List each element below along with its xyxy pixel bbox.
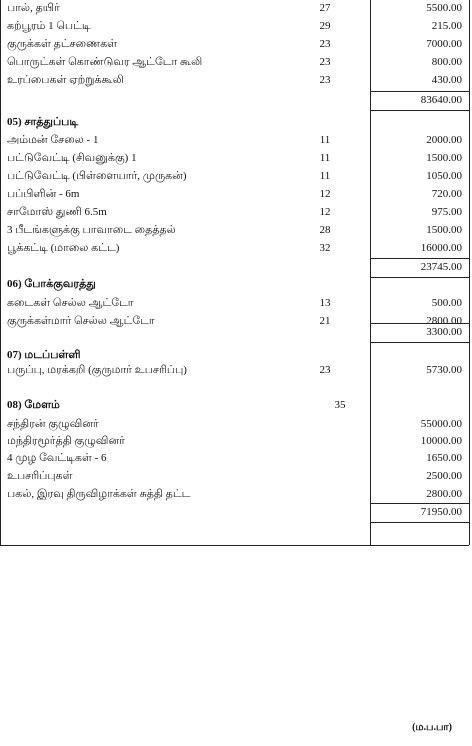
section-heading xyxy=(0,114,469,132)
row-amount: 10000.00 xyxy=(420,435,462,447)
ledger-row xyxy=(0,222,469,240)
section-heading xyxy=(0,397,469,415)
row-description: பப்பிளின் - 6m xyxy=(7,188,80,200)
ledger-row xyxy=(0,132,469,150)
row-description: சந்திரன் குழுவினர் xyxy=(7,418,99,430)
row-amount: 1500.00 xyxy=(426,152,462,164)
row-amount: 1050.00 xyxy=(426,170,462,182)
ledger-row xyxy=(0,362,469,380)
row-amount: 720.00 xyxy=(431,188,462,200)
subtotal-amount: 71950.00 xyxy=(420,506,462,518)
row-page-ref: 12 xyxy=(319,188,331,200)
row-description: உரப்பைகள் ஏற்றுக்கூலி xyxy=(7,74,124,86)
row-description: பட்டுவேட்டி (பிள்ளையார், முருகன்) xyxy=(7,170,187,182)
row-page-ref: 23 xyxy=(319,364,331,376)
row-amount: 500.00 xyxy=(431,297,462,309)
ledger-row xyxy=(0,450,469,468)
ledger-row xyxy=(0,18,469,36)
row-description: கற்பூரம் 1 பெட்டி xyxy=(7,20,91,32)
row-description: பூக்கட்டி (மாலை கட்ட) xyxy=(7,242,120,254)
row-amount: 430.00 xyxy=(431,74,462,86)
row-amount: 975.00 xyxy=(431,206,462,218)
row-amount: 800.00 xyxy=(431,56,462,68)
row-amount: 1500.00 xyxy=(426,224,462,236)
row-amount: 215.00 xyxy=(431,20,462,32)
section-title: 06) போக்குவரத்து xyxy=(7,278,96,290)
subtotal-amount: 23745.00 xyxy=(420,261,462,273)
row-page-ref: 23 xyxy=(319,74,331,86)
row-page-ref: 21 xyxy=(319,315,331,327)
ledger-row xyxy=(0,240,469,258)
section-title: 08) மேளம் xyxy=(7,399,60,411)
row-description: குருக்கள்மார் செல்ல ஆட்டோ xyxy=(7,315,155,327)
subtotal-cell xyxy=(370,323,469,343)
row-amount: 2000.00 xyxy=(426,134,462,146)
subtotal-amount: 83640.00 xyxy=(420,94,462,106)
row-description: அம்மன் சேலை - 1 xyxy=(7,134,99,146)
row-description: பகல், இரவு திருவிழாக்கள் சுத்தி தட்ட xyxy=(7,488,191,500)
ledger-row xyxy=(0,54,469,72)
row-amount: 16000.00 xyxy=(420,242,462,254)
subtotal-cell xyxy=(370,503,469,523)
row-description: மந்திரமூர்த்தி குழுவினர் xyxy=(7,435,125,447)
ledger-row xyxy=(0,150,469,168)
row-amount: 5500.00 xyxy=(426,2,462,14)
row-page-ref: 23 xyxy=(319,56,331,68)
section-page-ref: 35 xyxy=(334,399,346,411)
ledger-row xyxy=(0,295,469,313)
row-page-ref: 27 xyxy=(319,2,331,14)
subtotal-amount: 3300.00 xyxy=(426,326,462,338)
row-amount: 7000.00 xyxy=(426,38,462,50)
row-description: பருப்பு, மரக்கறி (குருமார் உபசரிப்பு) xyxy=(7,364,187,376)
ledger-row xyxy=(0,72,469,90)
row-description: பால், தயிர் xyxy=(7,2,60,14)
row-amount: 2500.00 xyxy=(426,470,462,482)
ledger-row xyxy=(0,186,469,204)
row-description: 3 பீடங்களுக்கு பாவாடை தைத்தல் xyxy=(7,224,176,236)
ledger-row xyxy=(0,468,469,486)
row-description: உபசரிப்புகள் xyxy=(7,470,73,482)
ledger-row xyxy=(0,0,469,18)
row-page-ref: 11 xyxy=(319,134,331,146)
ledger-row xyxy=(0,168,469,186)
section-title: 07) மடப்பள்ளி xyxy=(7,349,81,361)
row-description: குருக்கள் தட்சணைகள் xyxy=(7,38,118,50)
row-amount: 2800.00 xyxy=(426,315,462,327)
subtotal-cell xyxy=(370,91,469,111)
section-heading xyxy=(0,276,469,294)
row-description: கடைகள் செல்ல ஆட்டோ xyxy=(7,297,134,309)
row-page-ref: 11 xyxy=(319,152,331,164)
subtotal-cell xyxy=(370,258,469,278)
row-page-ref: 29 xyxy=(319,20,331,32)
row-amount: 55000.00 xyxy=(420,418,462,430)
row-page-ref: 12 xyxy=(319,206,331,218)
row-amount: 5730.00 xyxy=(426,364,462,376)
row-description: 4 முழ வேட்டிகள் - 6 xyxy=(7,452,107,464)
row-description: பட்டுவேட்டி (சிவனுக்கு) 1 xyxy=(7,152,137,164)
row-description: சாமோஸ் துணி 6.5m xyxy=(7,206,107,218)
ledger-row xyxy=(0,416,469,434)
row-page-ref: 11 xyxy=(319,170,331,182)
ledger-right-border xyxy=(469,0,470,545)
row-page-ref: 32 xyxy=(319,242,331,254)
ledger-row xyxy=(0,486,469,504)
row-amount: 1650.00 xyxy=(426,452,462,464)
footer-initials: (ம.ப.பா) xyxy=(412,722,452,733)
ledger-row xyxy=(0,204,469,222)
row-amount: 2800.00 xyxy=(426,488,462,500)
row-page-ref: 13 xyxy=(319,297,331,309)
row-description: பொருட்கள் கொண்டுவர ஆட்டோ கூலி xyxy=(7,56,203,68)
ledger-row xyxy=(0,36,469,54)
ledger-row xyxy=(0,433,469,451)
row-page-ref: 23 xyxy=(319,38,331,50)
row-page-ref: 28 xyxy=(319,224,331,236)
section-title: 05) சாத்துப்படி xyxy=(7,116,79,128)
